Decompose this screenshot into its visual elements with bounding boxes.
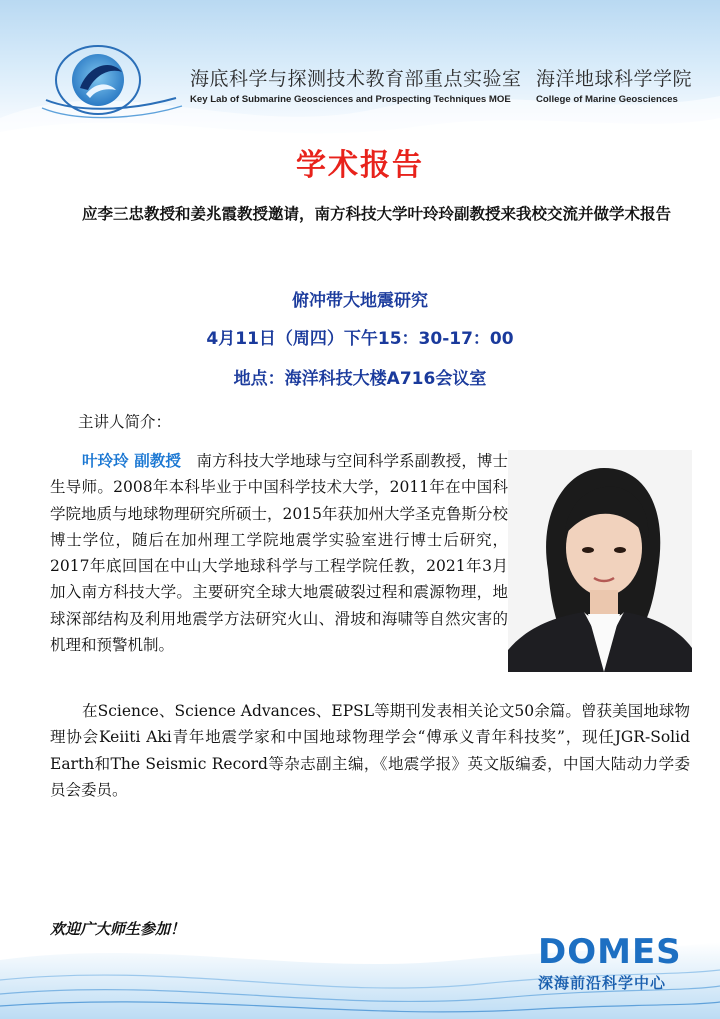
bio-text-1: 南方科技大学地球与空间科学系副教授，博士生导师。2008年本科毕业于中国科学技术大学，2011年在中国科学院地质与地球物理研究所硕士，2015年获加州大学圣克鲁斯分校博士学位，随后在加州理工学院地震学实验室进行博士后研究，2017年底回国在中山大学地球科学与工程学院任教，2021年3月加入南方科技大学。主要研究全球大地震破裂过程和震源物理，地球深部结构及利用地震学方法研究火山、滑坡和海啸等自然灾害的机理和预警机制。: [50, 452, 508, 655]
speaker-name: 叶玲玲 副教授: [82, 452, 181, 470]
page-title: 学术报告: [296, 148, 424, 183]
college-name-en: College of Marine Geosciences: [536, 94, 678, 105]
college-header: [536, 64, 692, 105]
bio-paragraph-2: 在Science、Science Advances、EPSL等期刊发表相关论文50余篇。曾获美国地球物理协会Keiiti Aki青年地震学家和中国地球物理学会“傅承义青年科技奖”，现任JGR-Solid Earth和The Seismic Record等杂志副主编，《地震学报》英文版编委，中国大陆动力学委员会委员。: [50, 702, 690, 799]
talk-time: 4月11日（周四）下午15：30-17：00: [206, 329, 514, 349]
lab-header: [190, 64, 522, 105]
bio-paragraph-1: [50, 448, 508, 658]
domes-brand: DOMES: [538, 932, 682, 972]
talk-title: 俯冲带大地震研究: [292, 291, 428, 311]
lab-name-en: Key Lab of Submarine Geosciences and Prospecting Techniques MOE: [190, 94, 511, 105]
speaker-portrait-icon: [508, 450, 692, 672]
invitation-text: 应李三忠教授和姜兆霞教授邀请，南方科技大学叶玲玲副教授来我校交流并做学术报告: [82, 204, 672, 223]
lab-name-cn: 海底科学与探测技术教育部重点实验室: [190, 68, 522, 90]
talk-place: 地点：海洋科技大楼A716会议室: [233, 369, 487, 389]
domes-subtitle: 深海前沿科学中心: [538, 974, 667, 992]
bio-heading: 主讲人简介：: [78, 413, 172, 431]
welcome-message: 欢迎广大师生参加！: [50, 920, 186, 938]
college-name-cn: 海洋地球科学学院: [536, 68, 693, 90]
lab-logo-emblem-icon: [36, 28, 186, 128]
domes-logo: [538, 934, 688, 993]
